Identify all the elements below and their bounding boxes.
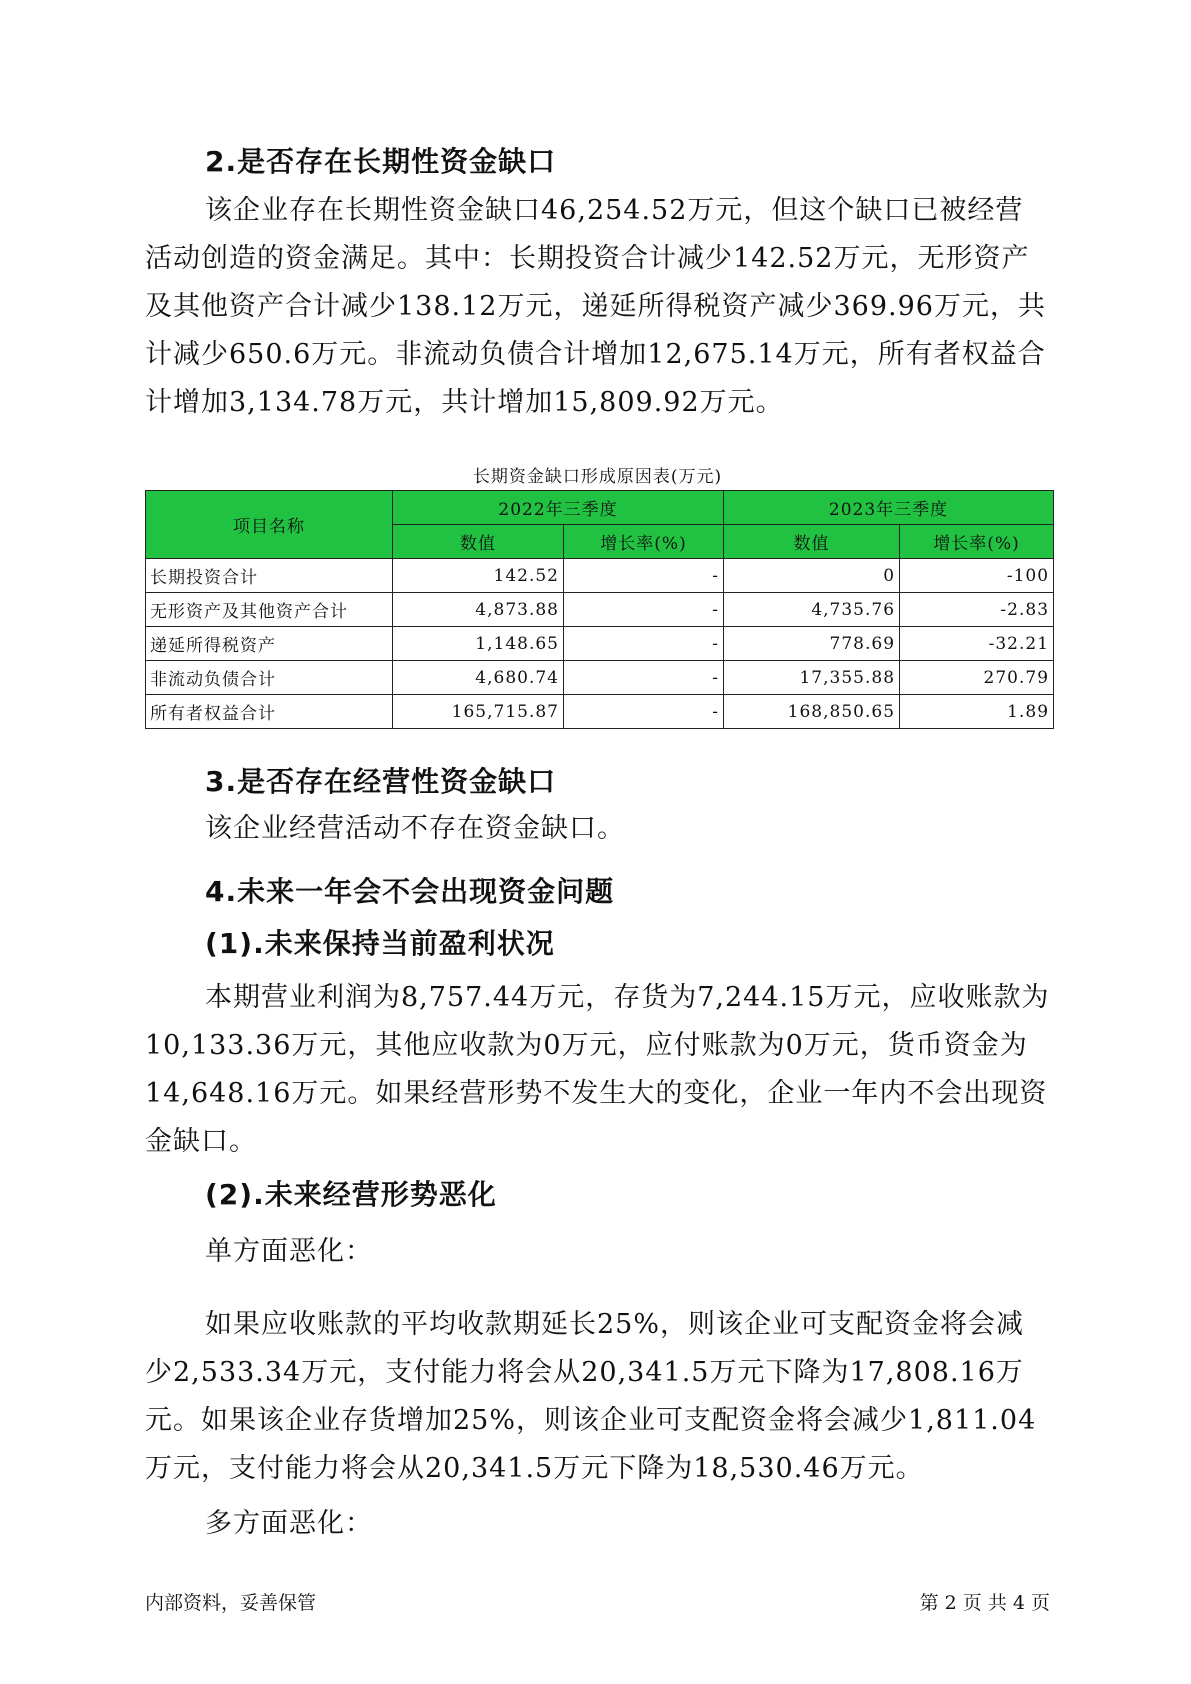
value-2023: 4,735.76	[724, 593, 900, 627]
single-deterioration-label: 单方面恶化：	[205, 1236, 373, 1267]
value-2022: 142.52	[393, 559, 564, 593]
value-2023: 168,850.65	[724, 695, 900, 729]
growth-2023: 270.79	[900, 661, 1054, 695]
growth-2022: -	[564, 627, 724, 661]
value-2022: 4,680.74	[393, 661, 564, 695]
subsection-1-paragraph: 本期营业利润为8,757.44万元，存货为7,244.15万元，应收账款为10,133.36万元，其他应收款为0万元，应付账款为0万元，货币资金为14,648.16万元。如果经营形势不发生大的变化，企业一年内不会出现资金缺口。	[145, 982, 1050, 1157]
value-2022: 4,873.88	[393, 593, 564, 627]
value-2023: 0	[724, 559, 900, 593]
single-deterioration-paragraph: 如果应收账款的平均收款期延长25%，则该企业可支配资金将会减少2,533.34万元，支付能力将会从20,341.5万元下降为17,808.16万元。如果该企业存货增加25%，则该企业可支配资金将会减少1,811.04万元，支付能力将会从20,341.5万元下降为18,530.46万元。	[145, 1309, 1037, 1484]
section-4-heading: 4.未来一年会不会出现资金问题	[205, 875, 615, 908]
row-name: 非流动负债合计	[146, 661, 393, 695]
growth-2023: -32.21	[900, 627, 1054, 661]
row-name: 递延所得税资产	[146, 627, 393, 661]
growth-2022: -	[564, 559, 724, 593]
growth-2023: 1.89	[900, 695, 1054, 729]
growth-2022: -	[564, 695, 724, 729]
header-item-name: 项目名称	[146, 491, 393, 559]
section-2-heading: 2.是否存在长期性资金缺口	[205, 145, 557, 178]
value-2022: 165,715.87	[393, 695, 564, 729]
header-2023-growth: 增长率(%)	[900, 525, 1054, 559]
table-row	[146, 559, 1054, 593]
table-row	[146, 627, 1054, 661]
long-term-gap-table	[145, 490, 1054, 729]
value-2023: 17,355.88	[724, 661, 900, 695]
header-2022-q3: 2022年三季度	[393, 491, 724, 525]
table-row	[146, 695, 1054, 729]
value-2023: 778.69	[724, 627, 900, 661]
row-name: 长期投资合计	[146, 559, 393, 593]
footer-confidential: 内部资料，妥善保管	[145, 1592, 317, 1614]
row-name: 所有者权益合计	[146, 695, 393, 729]
growth-2022: -	[564, 661, 724, 695]
table-row	[146, 661, 1054, 695]
table-row	[146, 593, 1054, 627]
subsection-1-heading: (1).未来保持当前盈利状况	[205, 927, 555, 960]
multi-deterioration-label: 多方面恶化：	[205, 1508, 373, 1539]
header-2022-growth: 增长率(%)	[564, 525, 724, 559]
table-caption: 长期资金缺口形成原因表(万元)	[472, 467, 723, 487]
growth-2023: -100	[900, 559, 1054, 593]
header-2023-q3: 2023年三季度	[724, 491, 1054, 525]
section-3-paragraph: 该企业经营活动不存在资金缺口。	[205, 813, 625, 844]
growth-2023: -2.83	[900, 593, 1054, 627]
section-3-heading: 3.是否存在经营性资金缺口	[205, 765, 557, 798]
header-2023-value: 数值	[724, 525, 900, 559]
footer-page-number: 第 2 页 共 4 页	[919, 1592, 1050, 1614]
section-2-paragraph: 该企业存在长期性资金缺口46,254.52万元，但这个缺口已被经营活动创造的资金满足。其中：长期投资合计减少142.52万元，无形资产及其他资产合计减少138.12万元，递延所得税资产减少369.96万元，共计减少650.6万元。非流动负债合计增加12,675.14万元，所有者权益合计增加3,134.78万元，共计增加15,809.92万元。	[145, 195, 1046, 418]
header-2022-value: 数值	[393, 525, 564, 559]
row-name: 无形资产及其他资产合计	[146, 593, 393, 627]
growth-2022: -	[564, 593, 724, 627]
subsection-2-heading: (2).未来经营形势恶化	[205, 1178, 497, 1211]
value-2022: 1,148.65	[393, 627, 564, 661]
